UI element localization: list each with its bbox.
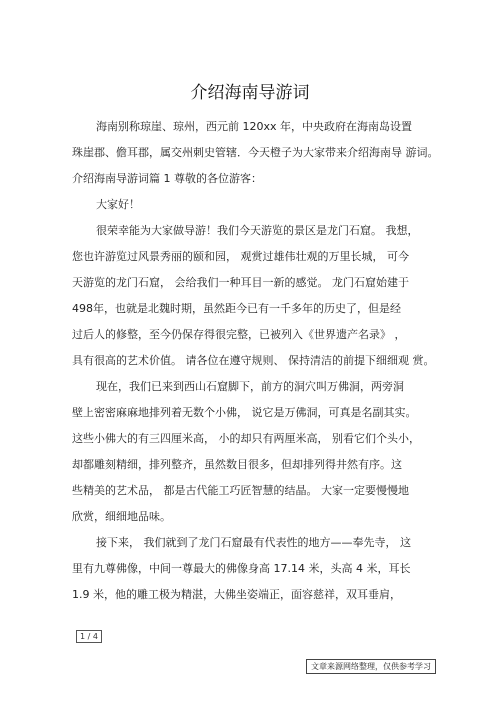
text-line: 壁上密密麻麻地排列着无数个小佛， 说它是万佛洞，可真是名副其实。 [72, 406, 417, 419]
text-line: 大家好！ [96, 198, 140, 211]
text-line: 您也许游览过风景秀丽的颐和园， 观赏过雄伟壮观的万里长城， 可今 [72, 250, 409, 263]
page-title: 介绍海南导游词 [190, 83, 310, 103]
text-line: 1.9 米，他的雕工极为精湛，大佛坐姿端正，面容慈祥，双耳垂肩， [72, 588, 401, 601]
text-line: 这些小佛大的有三四厘米高， 小的却只有两厘米高， 别看它们个头小， [72, 432, 420, 445]
text-line: 498年，也就是北魏时期，虽然距今已有一千多年的历史了，但是经 [72, 302, 401, 315]
text-line: 欣赏，细细地品味。 [72, 510, 171, 523]
page-number: 1 / 4 [76, 630, 102, 643]
footer-note: 文章来源网络整理，仅供参考学习 [306, 659, 436, 674]
text-line: 接下来， 我们就到了龙门石窟最有代表性的地方——奉先寺， 这 [96, 536, 411, 549]
text-line: 珠崖郡、儋耳郡，属交州刺史管辖．今天橙子为大家带来介绍海南导 游词。 [72, 146, 439, 159]
text-line: 介绍海南导游词篇 1 尊敬的各位游客： [72, 172, 262, 185]
text-line: 海南别称琼崖、琼州，西元前 120xx 年，中央政府在海南岛设置 [96, 120, 413, 133]
text-line: 具有很高的艺术价值。 请各位在遵守规则、 保持清洁的前提下细细观 赏。 [72, 354, 435, 367]
text-line: 过后人的修整，至今仍保存得很完整，已被列入《世界遗产名录》 ， [72, 328, 406, 341]
text-line: 现在，我们已来到西山石窟脚下，前方的洞穴叫万佛洞，两旁洞 [96, 380, 404, 393]
text-line: 些精美的艺术品， 都是古代能工巧匠智慧的结晶。 大家一定要慢慢地 [72, 484, 409, 497]
text-line: 很荣幸能为大家做导游！我们今天游览的景区是龙门石窟。 我想， [96, 224, 419, 237]
text-line: 却都雕刻精细，排列整齐，虽然数目很多，但却排列得井然有序。这 [72, 458, 402, 471]
text-line: 里有九尊佛像，中间一尊最大的佛像身高 17.14 米，头高 4 米，耳长 [72, 562, 411, 575]
text-line: 天游览的龙门石窟， 会给我们一种耳目一新的感觉。 龙门石窟始建于 [72, 276, 409, 289]
